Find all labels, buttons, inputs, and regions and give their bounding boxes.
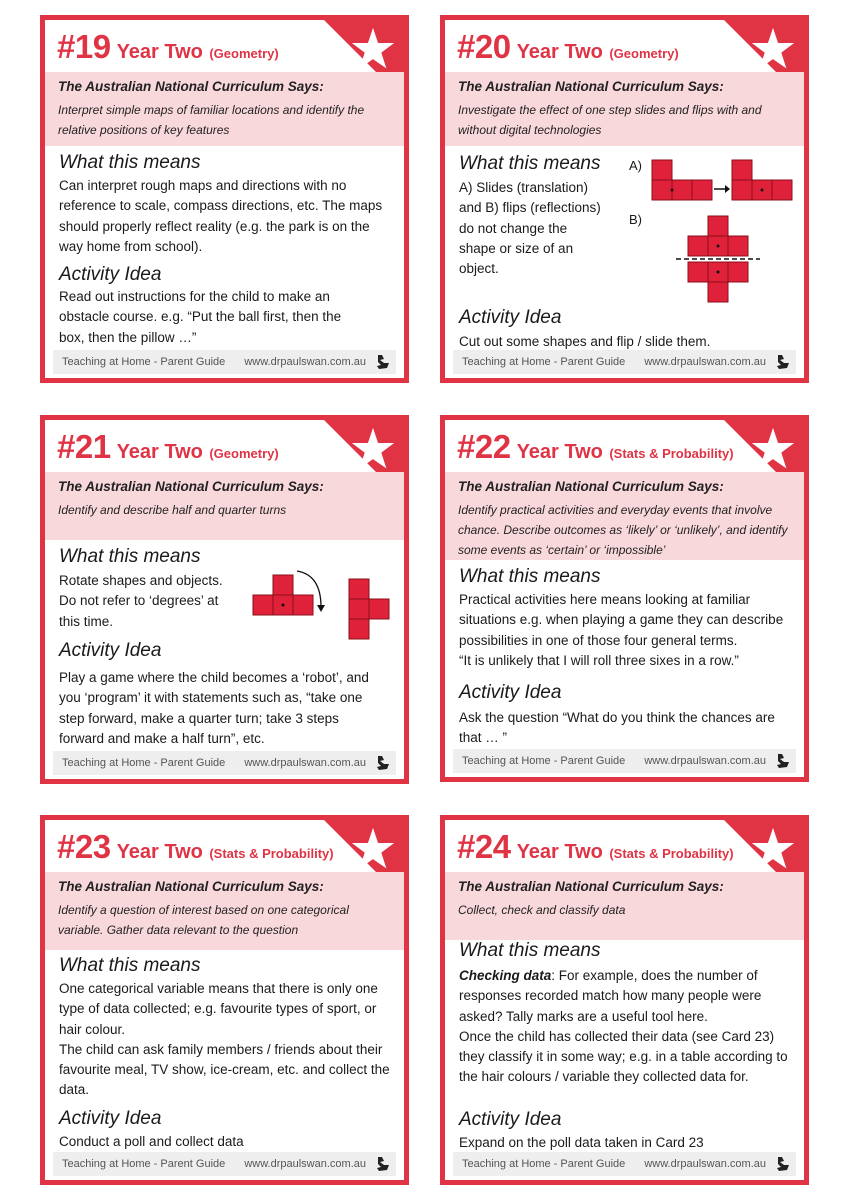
means-heading: What this means	[59, 546, 201, 567]
curriculum-title: The Australian National Curriculum Says:	[458, 479, 724, 494]
curriculum-text: Interpret simple maps of familiar locations and identify the relative positions of key features	[58, 103, 365, 137]
means-heading: What this means	[459, 940, 601, 961]
curriculum-box	[445, 472, 804, 560]
footer-guide: Teaching at Home - Parent Guide	[62, 1158, 226, 1170]
activity-heading: Activity Idea	[459, 307, 562, 328]
means-heading: What this means	[459, 153, 601, 174]
card-footer	[53, 1152, 396, 1176]
means-text: Rotate shapes and objects. Do not refer to ‘degrees’ at this time.	[59, 573, 223, 629]
curriculum-text: Collect, check and classify data	[458, 903, 626, 917]
activity-heading: Activity Idea	[59, 640, 162, 661]
curriculum-box	[445, 872, 804, 940]
card-heading	[57, 28, 279, 66]
curriculum-title: The Australian National Curriculum Says:	[58, 479, 324, 494]
activity-text: Read out instructions for the child to make an obstacle course. e.g. “Put the ball first, then the box, then the pillow …”	[59, 289, 342, 345]
means-paragraph-2: The child can ask family members / friends about their favourite meal, TV show, ice-cream, etc. and collect the data.	[59, 1041, 390, 1098]
card-strand: (Geometry)	[209, 46, 279, 61]
curriculum-box	[45, 72, 404, 146]
slide-flip-diagram	[650, 158, 798, 310]
curriculum-box	[45, 472, 404, 540]
card-footer	[453, 350, 796, 374]
means-text	[459, 590, 799, 671]
means-text: Can interpret rough maps and directions with no reference to scale, compass directions, etc. The maps should properly reflect reality (e.g. the park is on the way home from school).	[59, 178, 383, 254]
card-heading	[57, 828, 334, 866]
activity-heading: Activity Idea	[459, 682, 562, 703]
card-19	[40, 15, 409, 383]
card-year: Year Two	[116, 841, 203, 863]
card-year: Year Two	[116, 41, 203, 63]
card-strand: (Stats & Probability)	[209, 846, 334, 861]
card-footer	[453, 749, 796, 773]
curriculum-title: The Australian National Curriculum Says:	[458, 879, 724, 894]
footer-guide: Teaching at Home - Parent Guide	[462, 755, 626, 767]
curriculum-text: Identify a question of interest based on one categorical variable. Gather data relevant to the question	[58, 903, 349, 937]
activity-text: Expand on the poll data taken in Card 23	[459, 1135, 704, 1150]
activity-text: Conduct a poll and collect data	[59, 1134, 244, 1149]
card-22	[440, 415, 809, 782]
activity-heading: Activity Idea	[59, 1108, 162, 1129]
figure-label-a: A)	[629, 158, 642, 173]
footer-guide: Teaching at Home - Parent Guide	[62, 356, 226, 368]
card-footer	[53, 751, 396, 775]
card-21	[40, 415, 409, 784]
card-year: Year Two	[116, 441, 203, 463]
card-heading	[457, 428, 734, 466]
curriculum-box	[45, 872, 404, 950]
curriculum-box	[445, 72, 804, 146]
card-year: Year Two	[516, 41, 603, 63]
curriculum-text: Identify and describe half and quarter turns	[58, 503, 287, 517]
means-heading: What this means	[59, 152, 201, 173]
activity-text: Ask the question “What do you think the chances are that … ”	[459, 710, 775, 746]
curriculum-text: Investigate the effect of one step slides and flips with and without digital technologies	[458, 103, 762, 137]
card-number: #21	[57, 428, 111, 465]
curriculum-title: The Australian National Curriculum Says:	[58, 79, 324, 94]
footer-website: www.drpaulswan.com.au	[644, 356, 766, 368]
swan-logo-icon	[775, 1155, 791, 1173]
swan-logo-icon	[775, 752, 791, 770]
footer-guide: Teaching at Home - Parent Guide	[462, 356, 626, 368]
card-number: #19	[57, 28, 111, 65]
footer-website: www.drpaulswan.com.au	[244, 356, 366, 368]
rotation-diagram	[245, 567, 393, 641]
card-heading	[457, 828, 734, 866]
footer-website: www.drpaulswan.com.au	[244, 757, 366, 769]
star-icon	[750, 826, 796, 872]
card-strand: (Stats & Probability)	[609, 446, 734, 461]
activity-text: Play a game where the child becomes a ‘robot’, and you ‘program’ it with statements such as, “take one step forward, make a quarter turn; take 3 steps forward and make a half turn”, etc.	[59, 670, 369, 746]
star-icon	[750, 426, 796, 472]
activity-text: Cut out some shapes and flip / slide them.	[459, 334, 711, 349]
footer-guide: Teaching at Home - Parent Guide	[462, 1158, 626, 1170]
footer-website: www.drpaulswan.com.au	[244, 1158, 366, 1170]
star-icon	[350, 826, 396, 872]
card-heading	[57, 428, 279, 466]
means-heading: What this means	[459, 566, 601, 587]
swan-logo-icon	[775, 353, 791, 371]
star-icon	[350, 426, 396, 472]
card-24	[440, 815, 809, 1185]
means-text	[459, 966, 799, 1088]
card-number: #24	[457, 828, 511, 865]
means-paragraph: Practical activities here means looking at familiar situations e.g. when playing a game they can describe possibilities in one of those four general terms.	[459, 592, 784, 648]
means-quote: “It is unlikely that I will roll three sixes in a row.”	[459, 652, 739, 668]
means-paragraph: One categorical variable means that there is only one type of data collected; e.g. favourite types of sport, or hair colour.	[59, 981, 378, 1037]
swan-logo-icon	[375, 1155, 391, 1173]
card-year: Year Two	[516, 841, 603, 863]
star-icon	[350, 26, 396, 72]
means-heading: What this means	[59, 955, 201, 976]
means-body: : For example, does the number of responses recorded match how many people were asked? Tally marks are a useful tool here.	[459, 968, 762, 1024]
activity-heading: Activity Idea	[459, 1109, 562, 1130]
means-lead: Checking data	[459, 968, 552, 983]
means-text: A) Slides (translation) and B) flips (reflections) do not change the shape or size of an object.	[459, 180, 601, 277]
card-strand: (Stats & Probability)	[609, 846, 734, 861]
star-icon	[750, 26, 796, 72]
card-footer	[453, 1152, 796, 1176]
card-heading	[457, 28, 679, 66]
card-number: #22	[457, 428, 511, 465]
curriculum-title: The Australian National Curriculum Says:	[458, 79, 724, 94]
footer-website: www.drpaulswan.com.au	[644, 755, 766, 767]
activity-heading: Activity Idea	[59, 264, 162, 285]
card-20	[440, 15, 809, 383]
card-strand: (Geometry)	[209, 446, 279, 461]
card-footer	[53, 350, 396, 374]
swan-logo-icon	[375, 353, 391, 371]
card-year: Year Two	[516, 441, 603, 463]
card-number: #23	[57, 828, 111, 865]
means-paragraph	[459, 966, 799, 1027]
curriculum-text: Identify practical activities and everyday events that involve chance. Describe outcomes as ‘likely’ or ‘unlikely’, and identify some events as ‘certain’ or ‘impossible’	[458, 503, 788, 557]
footer-website: www.drpaulswan.com.au	[644, 1158, 766, 1170]
means-paragraph-2: Once the child has collected their data (see Card 23) they classify it in some way; e.g. in a table according to the hair colours / variable they collected data for.	[459, 1028, 788, 1085]
figure-label-b: B)	[629, 212, 642, 227]
means-text	[59, 979, 399, 1101]
card-number: #20	[457, 28, 511, 65]
card-23	[40, 815, 409, 1185]
swan-logo-icon	[375, 754, 391, 772]
footer-guide: Teaching at Home - Parent Guide	[62, 757, 226, 769]
curriculum-title: The Australian National Curriculum Says:	[58, 879, 324, 894]
card-strand: (Geometry)	[609, 46, 679, 61]
